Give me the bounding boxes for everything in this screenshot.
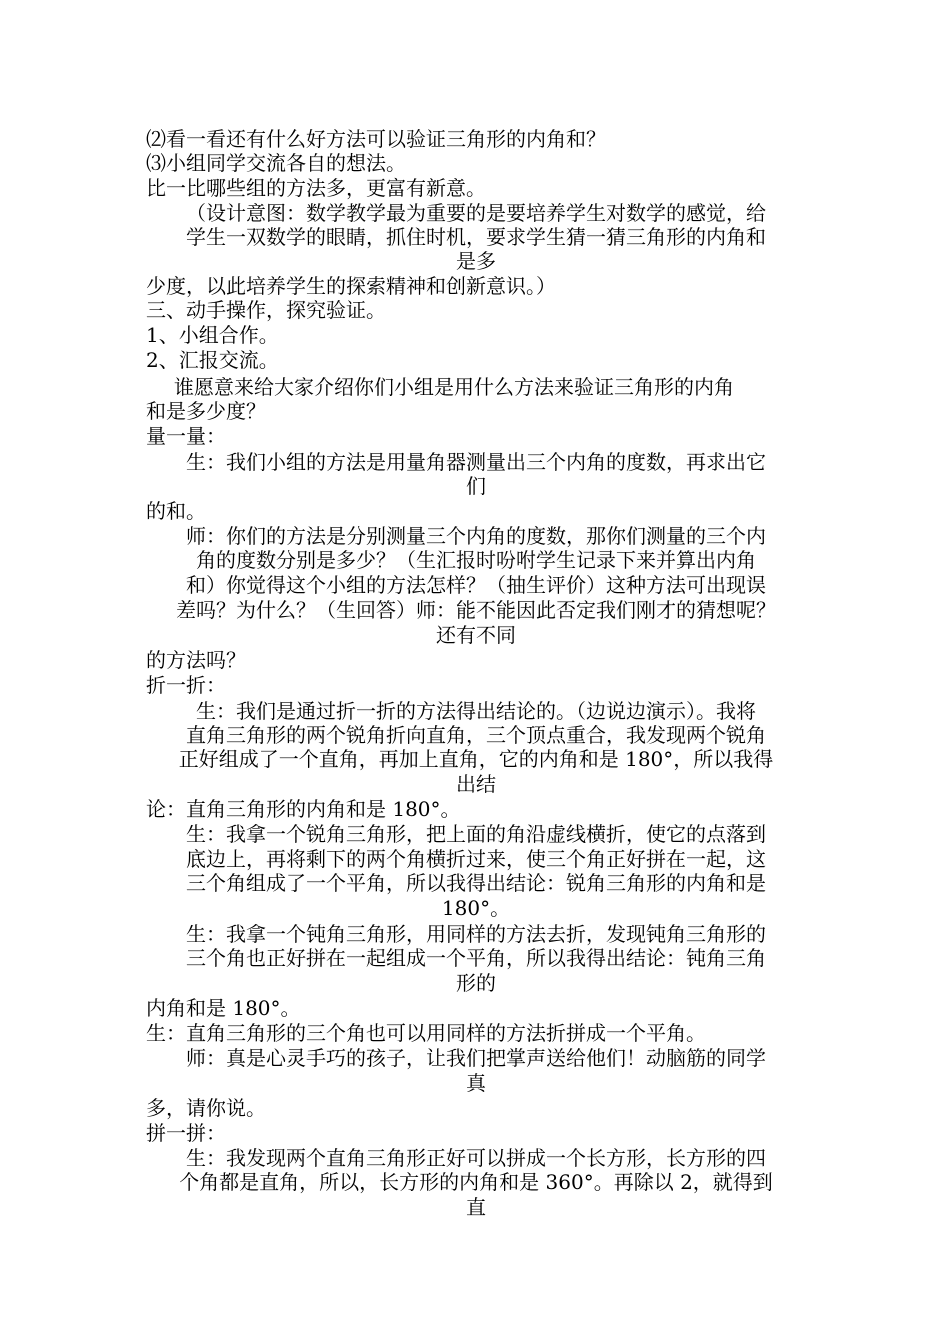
text-line: 谁愿意来给大家介绍你们小组是用什么方法来验证三角形的内角: [174, 375, 734, 399]
text-line: 论：直角三角形的内角和是 180°。: [146, 797, 461, 821]
text-line: 个角都是直角，所以，长方形的内角和是 360°。再除以 2，就得到: [179, 1170, 773, 1194]
text-line: 1、小组合作。: [146, 323, 279, 347]
text-line: 量一量：: [146, 424, 226, 448]
text-line: 多，请你说。: [146, 1096, 266, 1120]
text-line: 180°。: [441, 896, 511, 920]
text-line: 内角和是 180°。: [146, 996, 301, 1020]
text-line: 生：我们是通过折一折的方法得出结论的。（边说边演示）。我将: [196, 699, 756, 723]
text-line: 师：你们的方法是分别测量三个内角的度数，那你们测量的三个内: [186, 524, 766, 548]
text-line: 直: [466, 1195, 486, 1219]
text-line: 师：真是心灵手巧的孩子，让我们把掌声送给他们！动脑筋的同学: [186, 1046, 766, 1070]
text-line: 差吗？为什么？（生回答）师：能不能因此否定我们刚才的猜想呢？: [176, 598, 776, 622]
text-line: 生：我拿一个钝角三角形，用同样的方法去折，发现钝角三角形的: [186, 922, 766, 946]
text-line: 折一折：: [146, 673, 226, 697]
text-line: 生：我们小组的方法是用量角器测量出三个内角的度数，再求出它: [186, 450, 766, 474]
text-line: 拼一拼：: [146, 1121, 226, 1145]
text-line: 形的: [456, 971, 496, 995]
text-line: 底边上，再将剩下的两个角横折过来，使三个角正好拼在一起，这: [186, 847, 766, 871]
text-line: 2、汇报交流。: [146, 348, 279, 372]
text-line: ⑶小组同学交流各自的想法。: [146, 151, 406, 175]
text-line: 三个角也正好拼在一起组成一个平角，所以我得出结论：钝角三角: [186, 946, 766, 970]
text-line: （设计意图：数学教学最为重要的是要培养学生对数学的感觉，给: [186, 201, 766, 225]
text-line: 生：我拿一个锐角三角形，把上面的角沿虚线横折，使它的点落到: [186, 822, 766, 846]
text-line: 比一比哪些组的方法多，更富有新意。: [146, 176, 486, 200]
text-line: 生：直角三角形的三个角也可以用同样的方法折拼成一个平角。: [146, 1021, 706, 1045]
section-heading: 三、动手操作，探究验证。: [146, 298, 386, 322]
text-line: 的和。: [146, 499, 206, 523]
text-line: ⑵看一看还有什么好方法可以验证三角形的内角和？: [146, 127, 606, 151]
text-line: 真: [466, 1071, 486, 1095]
text-line: 出结: [456, 772, 496, 796]
text-line: 三个角组成了一个平角，所以我得出结论：锐角三角形的内角和是: [186, 871, 766, 895]
text-line: 的方法吗？: [146, 648, 246, 672]
text-line: 和）你觉得这个小组的方法怎样？（抽生评价）这种方法可出现误: [186, 573, 766, 597]
text-line: 生：我发现两个直角三角形正好可以拼成一个长方形，长方形的四: [186, 1146, 766, 1170]
text-line: 是多: [456, 249, 496, 273]
text-line: 正好组成了一个直角，再加上直角，它的内角和是 180°，所以我得: [178, 747, 774, 771]
text-line: 和是多少度？: [146, 399, 266, 423]
text-line: 少度，以此培养学生的探索精神和创新意识。）: [146, 274, 556, 298]
text-line: 们: [466, 474, 486, 498]
text-line: 学生一双数学的眼睛，抓住时机，要求学生猜一猜三角形的内角和: [186, 225, 766, 249]
text-line: 还有不同: [436, 623, 516, 647]
text-line: 直角三角形的两个锐角折向直角，三个顶点重合，我发现两个锐角: [186, 723, 766, 747]
text-line: 角的度数分别是多少？（生汇报时吩咐学生记录下来并算出内角: [196, 548, 756, 572]
